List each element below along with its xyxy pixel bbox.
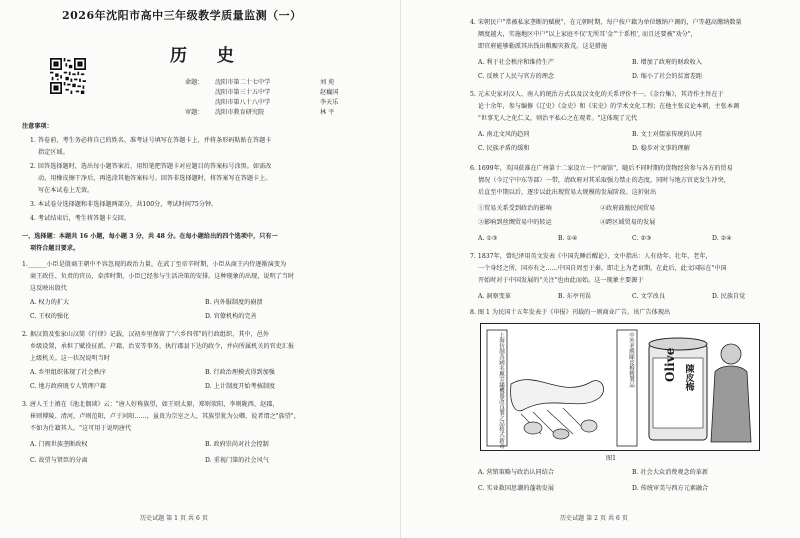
- advertisement-figure: [480, 323, 760, 451]
- question-stem: 一个身经之所，国亦有之……中国自周至于秦，即走上为老衰期。在此后，此文国际在"中国: [478, 265, 727, 272]
- section-heading: 一、选择题：本题共 16 小题，每小题 3 分，共 48 分。在每小题给出的四个选项中，只有一: [22, 233, 278, 240]
- question-stem: 后直至中期以后，逐步以此出现贸易大规模的发展阶段。这折射出: [478, 189, 657, 196]
- note-line: 4. 考试结束后，考生将答题卡交回。: [30, 215, 131, 222]
- option-a: A. 门阀世族垄断政权: [30, 441, 88, 448]
- option-c: C. 实业救国思潮的蓬勃发展: [478, 485, 555, 492]
- option-d: D. 传统审美与西方元素融合: [632, 485, 709, 492]
- note-line: 动，用橡皮擦干净后，再选涂其他答案标号。回答非选择题时，将答案写在答题卡上。: [38, 175, 272, 182]
- option-a: A. ①③: [478, 235, 498, 242]
- question-stem: 8. 图 1 为民国十五年发表于《申报》刊载的一则商业广告。该广告体现出: [470, 309, 671, 316]
- option-b: B. 社会大众消费观念的革新: [632, 469, 709, 476]
- option-d: D. 上计制度开始考核制度: [205, 383, 276, 390]
- option-d: D. 官僚机构的完善: [205, 313, 257, 320]
- note-line: 1. 答卷前，考生务必将自己的姓名、准考证号填写在答题卡上，并将条形码粘贴在答题卡: [30, 137, 272, 144]
- note-line: 2. 回答选择题时，选出每小题答案后，用铅笔把答题卡对应题目的答案标号涂黑。如需改: [30, 163, 272, 170]
- option-d: D. 稳步对文事的理解: [632, 145, 690, 152]
- option-d: D. 民族自觉: [712, 293, 746, 300]
- exam-title: 2026年沈阳市高中三年级教学质量监测（一）: [62, 9, 302, 22]
- figure-caption: 图1: [606, 455, 617, 462]
- can-brand-label: Olive: [663, 347, 677, 382]
- option-b: B. 行政治理模式得到加强: [205, 369, 275, 376]
- question-stem: 论十余年，参与编修《辽史》《金史》和《宋史》的学术文化工程；在他主张议论本朝，主张本调: [478, 103, 740, 110]
- subject-title: 历 史: [170, 46, 246, 66]
- question-stem: 6. 1699年，英国获准在广州第十二家设立一个"商馆"，随后不同时期的货物经营参与各方的贸易: [470, 165, 733, 172]
- question-stem: 开始时对于中国发展的"关注"也由此而始。这一现象主要源于: [478, 277, 644, 284]
- note-line: 写在本试卷上无效。: [38, 187, 94, 194]
- option-b: B. 内外服制度的崩溃: [205, 299, 263, 306]
- option-a: A. 洞察变革: [478, 293, 511, 300]
- credit-line: 沈阳市第八十八中学 李天乐: [215, 99, 339, 106]
- statement-2: ②政府鼓励民间贸易: [600, 205, 656, 212]
- question-stem: 5. 元末史家对汉人、南人的统治方式以及汉文化的关系评价不一。《金台集》，其诗作主旨在于: [470, 91, 724, 98]
- option-a: A. 南北文风的趋同: [478, 131, 530, 138]
- section-heading-cont: 项符合题目要求。: [30, 245, 80, 252]
- question-stem: "世事无人之化仁义，则治平私心之在观者。"这体现了元代: [478, 115, 638, 122]
- question-stem: 3. 唐人王士禛在《池北偶谈》云："唐人好称族望，如王则太原，郑则荥阳，李则陇西、赵郡，: [22, 401, 279, 408]
- credit-line: 审题： 沈阳市教育研究院 林 平: [185, 109, 335, 116]
- ad-right-column-text: 中外老牌陳皮梅精製品: [628, 332, 634, 388]
- question-stem: 4. 宋朝民户"常被私家垄断的赋税"，在元朝时期，每户按户籍为单位缴纳户调的，户等越高缴纳数量: [470, 19, 742, 26]
- option-c: C. 文学改良: [632, 293, 666, 300]
- note-line: 指定区域。: [38, 149, 69, 156]
- question-stem: 2. 据汉简及张家山汉简《行律》记载，汉初乡里保留了"六乡四邻"的行政组织，其中，邑外: [22, 331, 270, 338]
- question-stem: 额度越大，实施地区中户"以上家庭不仅'无所耳'金'"十系租', 而且还要被"劝分"，: [478, 31, 697, 38]
- option-c: C. 王权的强化: [30, 313, 70, 320]
- note-line: 3. 本试卷分选择题和非选择题两部分，共100分，考试时间75分钟。: [30, 201, 218, 208]
- page-footer: 历史试题 第 1 页 共 6 页: [140, 515, 208, 522]
- option-b: B. 政府崇尚对社会控制: [205, 441, 269, 448]
- question-stem: 商王政任、负责的官员，牵涉时期，小臣已经参与生活决策的安排。这种现象的出现，说明了当时: [30, 273, 295, 280]
- option-a: A. 利于社会秩序和维持生产: [478, 59, 555, 66]
- option-c: C. ②③: [632, 235, 652, 242]
- qr-code-icon: [50, 58, 86, 94]
- option-d: D. ②④: [712, 235, 732, 242]
- option-a: A. 乡里组织体现了社会秩序: [30, 369, 107, 376]
- option-c: C. 故望与贤臣的分离: [30, 457, 88, 464]
- option-c: C. 地方政府既专人管理户籍: [30, 383, 107, 390]
- option-d: D. 重视门第的社会风气: [205, 457, 269, 464]
- statement-1: ①贸易关系受到政治的影响: [478, 205, 552, 212]
- question-stem: 7. 1837年，曾纪泽用英文发表《中国先睡后醒论》，文中指出：人有幼年、壮年、老年，: [470, 253, 712, 260]
- question-stem: 这反映出殷代: [30, 285, 67, 292]
- option-b: B. 增加了政府的财政收入: [632, 59, 702, 66]
- question-stem: 不如为仕籍其人。"这可用于说明唐代: [30, 425, 132, 432]
- credit-line: 沈阳市第三十五中学 赵巍国: [215, 89, 339, 96]
- option-b: B. ①④: [558, 235, 578, 242]
- option-d: D. 缩小了社会的贫富差距: [632, 73, 703, 80]
- statement-4: ④跨区域贸易的发展: [600, 219, 656, 226]
- option-c: C. 民族矛盾的缓和: [478, 145, 530, 152]
- option-c: C. 反映了人民与官方的理念: [478, 73, 555, 80]
- page-footer: 历史试题 第 2 页 共 6 页: [560, 515, 628, 522]
- question-stem: 上级机关。这一状况说明当时: [30, 355, 110, 362]
- question-stem: 情况（今辽宁中东等部）一带，清政府对其采取强力禁止的态度，同时与地方官吏发生冲突，: [478, 177, 730, 184]
- question-stem: 1.______小臣是殷商王朝中不容忽视的政治力量，在武丁至帝辛时期，小臣从商王内侍逐渐演变为: [22, 261, 287, 268]
- credit-line: 命题： 沈阳市第二十七中学 刘 苑: [185, 79, 335, 86]
- question-stem: 即官府能够勒派其出钱出粮赈灾救荒。这是措施: [478, 43, 608, 50]
- ad-left-column-text: 上海仿制各國名廠雲繡機器改良製之品格式新奇: [498, 332, 504, 449]
- option-b: B. 东亭刊误: [558, 293, 592, 300]
- question-stem: 乡级设置，承担了赋役征派、户籍、治安等事务，执行郡县下达的政令，并向所属机关的官吏汇报: [30, 343, 295, 350]
- notes-title: 注意事项：: [22, 123, 53, 130]
- option-a: A. 营销策略与政治认同结合: [478, 469, 555, 476]
- statement-3: ③影响到丝绸贸易中的转运: [478, 219, 552, 226]
- option-a: A. 权力的扩大: [30, 299, 70, 306]
- can-side-label: 陳皮梅: [683, 364, 694, 392]
- option-b: B. 文士对儒家传统的认同: [632, 131, 702, 138]
- question-stem: 崔则博陵、清河，卢则范阳，卢于河阳……，虽贵为宗室之人，其族望犹为公卿，说者谓之"族望"，: [30, 413, 300, 420]
